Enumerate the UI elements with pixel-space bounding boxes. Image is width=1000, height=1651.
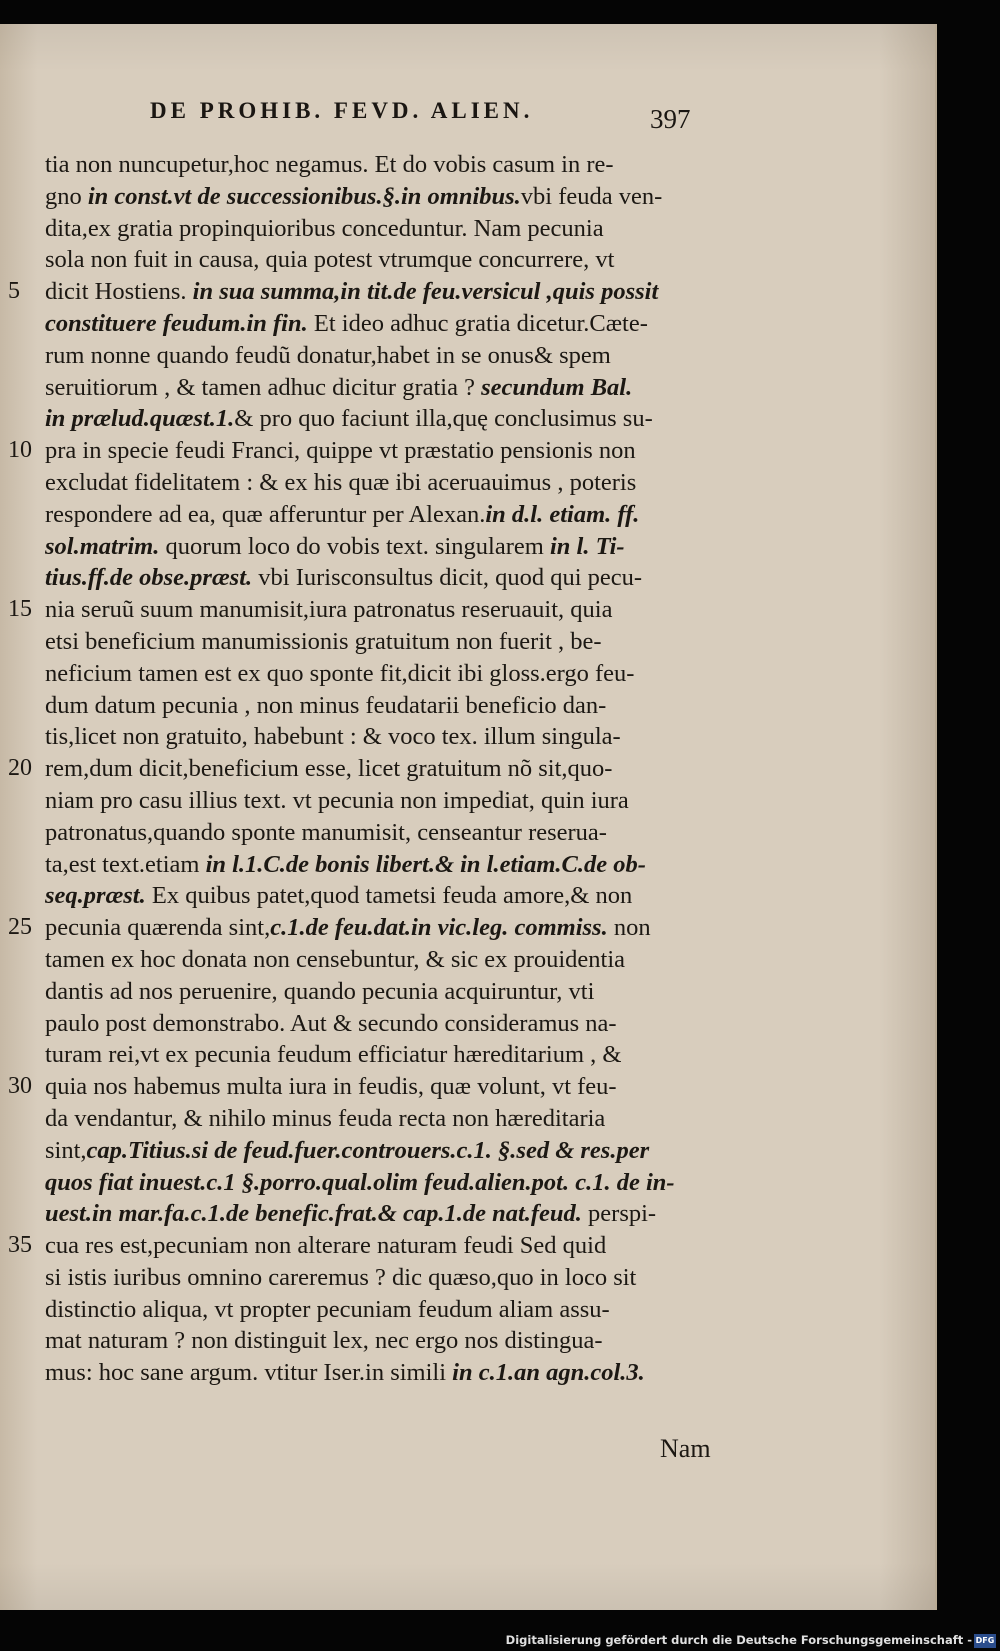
text-line: [45, 626, 735, 658]
text-line: [45, 1357, 735, 1389]
text-line: [45, 912, 735, 944]
citation-text: in c.1.an agn.col.3.: [452, 1359, 645, 1387]
running-header: [150, 98, 730, 124]
text-line: [45, 1294, 735, 1326]
catchword: Nam: [660, 1434, 711, 1463]
text-line: [45, 944, 735, 976]
text-line: [45, 753, 735, 785]
body-text-run: vbi feuda ven-: [520, 182, 663, 210]
body-text-run: dantis ad nos peruenire, quando pecunia acquiruntur, vti: [45, 977, 595, 1005]
body-text-run: Et ideo adhuc gratia dicetur.Cæte-: [307, 309, 648, 337]
text-line: [45, 976, 735, 1008]
text-line: [45, 308, 735, 340]
text-line: [45, 817, 735, 849]
text-line: [45, 1167, 735, 1199]
text-line: [45, 562, 735, 594]
body-text-run: rum nonne quando feudũ donatur,habet in se onus& spem: [45, 341, 611, 369]
body-text-run: rem,dum dicit,beneficium esse, licet gratuitum nõ sit,quo-: [45, 755, 613, 783]
text-line: [45, 435, 735, 467]
text-line: [45, 721, 735, 753]
body-text-run: pecunia quærenda sint,: [45, 914, 271, 942]
citation-text: in d.l. etiam. ff.: [485, 500, 640, 528]
body-text-run: paulo post demonstrabo. Aut & secundo consideramus na-: [45, 1009, 617, 1037]
citation-text: in sua summa,in tit.de feu.versicul ,quis possit: [192, 278, 659, 306]
text-line: [45, 849, 735, 881]
body-text-run: sola non fuit in causa, quia potest vtrumque concurrere, vt: [45, 246, 615, 274]
line-number: 10: [8, 437, 32, 463]
line-number: 35: [8, 1232, 32, 1258]
body-text: [45, 149, 735, 1389]
body-text-run: mus: hoc sane argum. vtitur Iser.in simili: [45, 1359, 453, 1387]
citation-text: secundum Bal.: [481, 373, 633, 401]
body-text-run: si istis iuribus omnino careremus ? dic quæso,quo in loco sit: [45, 1263, 637, 1291]
text-line: [45, 1325, 735, 1357]
body-text-run: perspi-: [581, 1200, 657, 1228]
text-line: [45, 1039, 735, 1071]
text-line: [45, 690, 735, 722]
text-line: [45, 467, 735, 499]
text-line: [45, 213, 735, 245]
text-line: [45, 181, 735, 213]
body-text-run: Ex quibus patet,quod tametsi feuda amore,& non: [145, 882, 633, 910]
page-number: 397: [650, 104, 691, 134]
text-line: [45, 531, 735, 563]
text-line: [45, 372, 735, 404]
body-text-run: & pro quo faciunt illa,quę conclusimus su-: [234, 405, 653, 433]
text-line: [45, 594, 735, 626]
body-text-run: dicit Hostiens.: [45, 278, 193, 306]
text-line: [45, 149, 735, 181]
body-text-run: seruitiorum , & tamen adhuc dicitur gratia ?: [45, 373, 482, 401]
text-line: [45, 403, 735, 435]
body-text-run: gno: [45, 182, 88, 210]
line-number: 5: [8, 278, 20, 304]
text-line: [45, 658, 735, 690]
body-text-run: mat naturam ? non distinguit lex, nec ergo nos distingua-: [45, 1327, 603, 1355]
running-title: DE PROHIB. FEVD. ALIEN.: [150, 98, 534, 123]
text-line: [45, 340, 735, 372]
text-line: [45, 1008, 735, 1040]
citation-text: in l. Ti-: [549, 532, 625, 560]
citation-text: in l.1.C.de bonis libert.& in l.etiam.C.de ob-: [205, 850, 646, 878]
line-number: 15: [8, 596, 32, 622]
body-text-run: tia non nuncupetur,hoc negamus. Et do vobis casum in re-: [45, 151, 614, 178]
citation-text: uest.in mar.fa.c.1.de benefic.frat.& cap.1.de nat.feud.: [45, 1200, 582, 1228]
body-text-run: tamen ex hoc donata non censebuntur, & sic ex prouidentia: [45, 945, 626, 973]
line-number: 25: [8, 914, 32, 940]
body-text-run: sint,: [45, 1136, 87, 1164]
citation-text: c.1.de feu.dat.in vic.leg. commiss.: [270, 914, 608, 942]
body-text-run: quia nos habemus multa iura in feudis, quæ volunt, vt feu-: [45, 1073, 617, 1101]
body-text-run: respondere ad ea, quæ afferuntur per Alexan.: [45, 500, 486, 528]
body-text-run: non: [607, 914, 651, 942]
body-text-run: etsi beneficium manumissionis gratuitum non fuerit , be-: [45, 627, 602, 655]
body-text-run: excludat fidelitatem : & ex his quæ ibi aceruauimus , poteris: [45, 468, 637, 496]
body-text-run: cua res est,pecuniam non alterare naturam feudi Sed quid: [45, 1232, 607, 1260]
body-text-run: vbi Iurisconsultus dicit, quod qui pecu-: [252, 564, 643, 592]
book-page: [0, 24, 937, 1610]
citation-text: seq.præst.: [45, 882, 146, 910]
text-line: [45, 1262, 735, 1294]
text-line: [45, 244, 735, 276]
text-line: [45, 276, 735, 308]
citation-text: cap.Titius.si de feud.fuer.controuers.c.1. §.sed & res.per: [86, 1136, 650, 1164]
body-text-run: dita,ex gratia propinquioribus conceduntur. Nam pecunia: [45, 214, 604, 242]
text-line: [45, 1103, 735, 1135]
citation-text: sol.matrim.: [45, 532, 160, 560]
dfg-logo-icon: DFG: [974, 1634, 996, 1648]
body-text-run: neficium tamen est ex quo sponte fit,dicit ibi gloss.ergo feu-: [45, 659, 635, 687]
body-text-run: pra in specie feudi Franci, quippe vt præstatio pensionis non: [45, 437, 636, 465]
citation-text: in const.vt de successionibus.§.in omnibus.: [87, 182, 521, 210]
body-text-run: ta,est text.etiam: [45, 850, 206, 878]
body-text-run: nia seruũ suum manumisit,iura patronatus reseruauit, quia: [45, 596, 613, 624]
footer-bar: [0, 1610, 1000, 1651]
text-line: [45, 499, 735, 531]
body-text-run: patronatus,quando sponte manumisit, censeantur reserua-: [45, 818, 607, 846]
text-line: [45, 880, 735, 912]
body-text-run: niam pro casu illius text. vt pecunia non impediat, quin iura: [45, 786, 629, 814]
citation-text: quos fiat inuest.c.1 §.porro.qual.olim feud.alien.pot. c.1. de in-: [45, 1168, 675, 1196]
body-text-run: distinctio aliqua, vt propter pecuniam feudum aliam assu-: [45, 1295, 610, 1323]
text-line: [45, 1198, 735, 1230]
text-line: [45, 1071, 735, 1103]
body-text-run: turam rei,vt ex pecunia feudum efficiatur hæreditarium , &: [45, 1041, 622, 1069]
citation-text: in prælud.quæst.1.: [45, 405, 235, 433]
text-line: [45, 1135, 735, 1167]
body-text-run: quorum loco do vobis text. singularem: [159, 532, 550, 560]
text-line: [45, 785, 735, 817]
line-number: 30: [8, 1073, 32, 1099]
body-text-run: tis,licet non gratuito, habebunt : & voco tex. illum singula-: [45, 723, 621, 751]
citation-text: constituere feudum.in fin.: [45, 309, 308, 337]
citation-text: tius.ff.de obse.præst.: [45, 564, 253, 592]
body-text-run: da vendantur, & nihilo minus feuda recta non hæreditaria: [45, 1104, 606, 1132]
line-number: 20: [8, 755, 32, 781]
body-text-run: dum datum pecunia , non minus feudatarii beneficio dan-: [45, 691, 607, 719]
text-line: [45, 1230, 735, 1262]
funding-credit: Digitalisierung gefördert durch die Deutsche Forschungsgemeinschaft -: [505, 1633, 972, 1647]
